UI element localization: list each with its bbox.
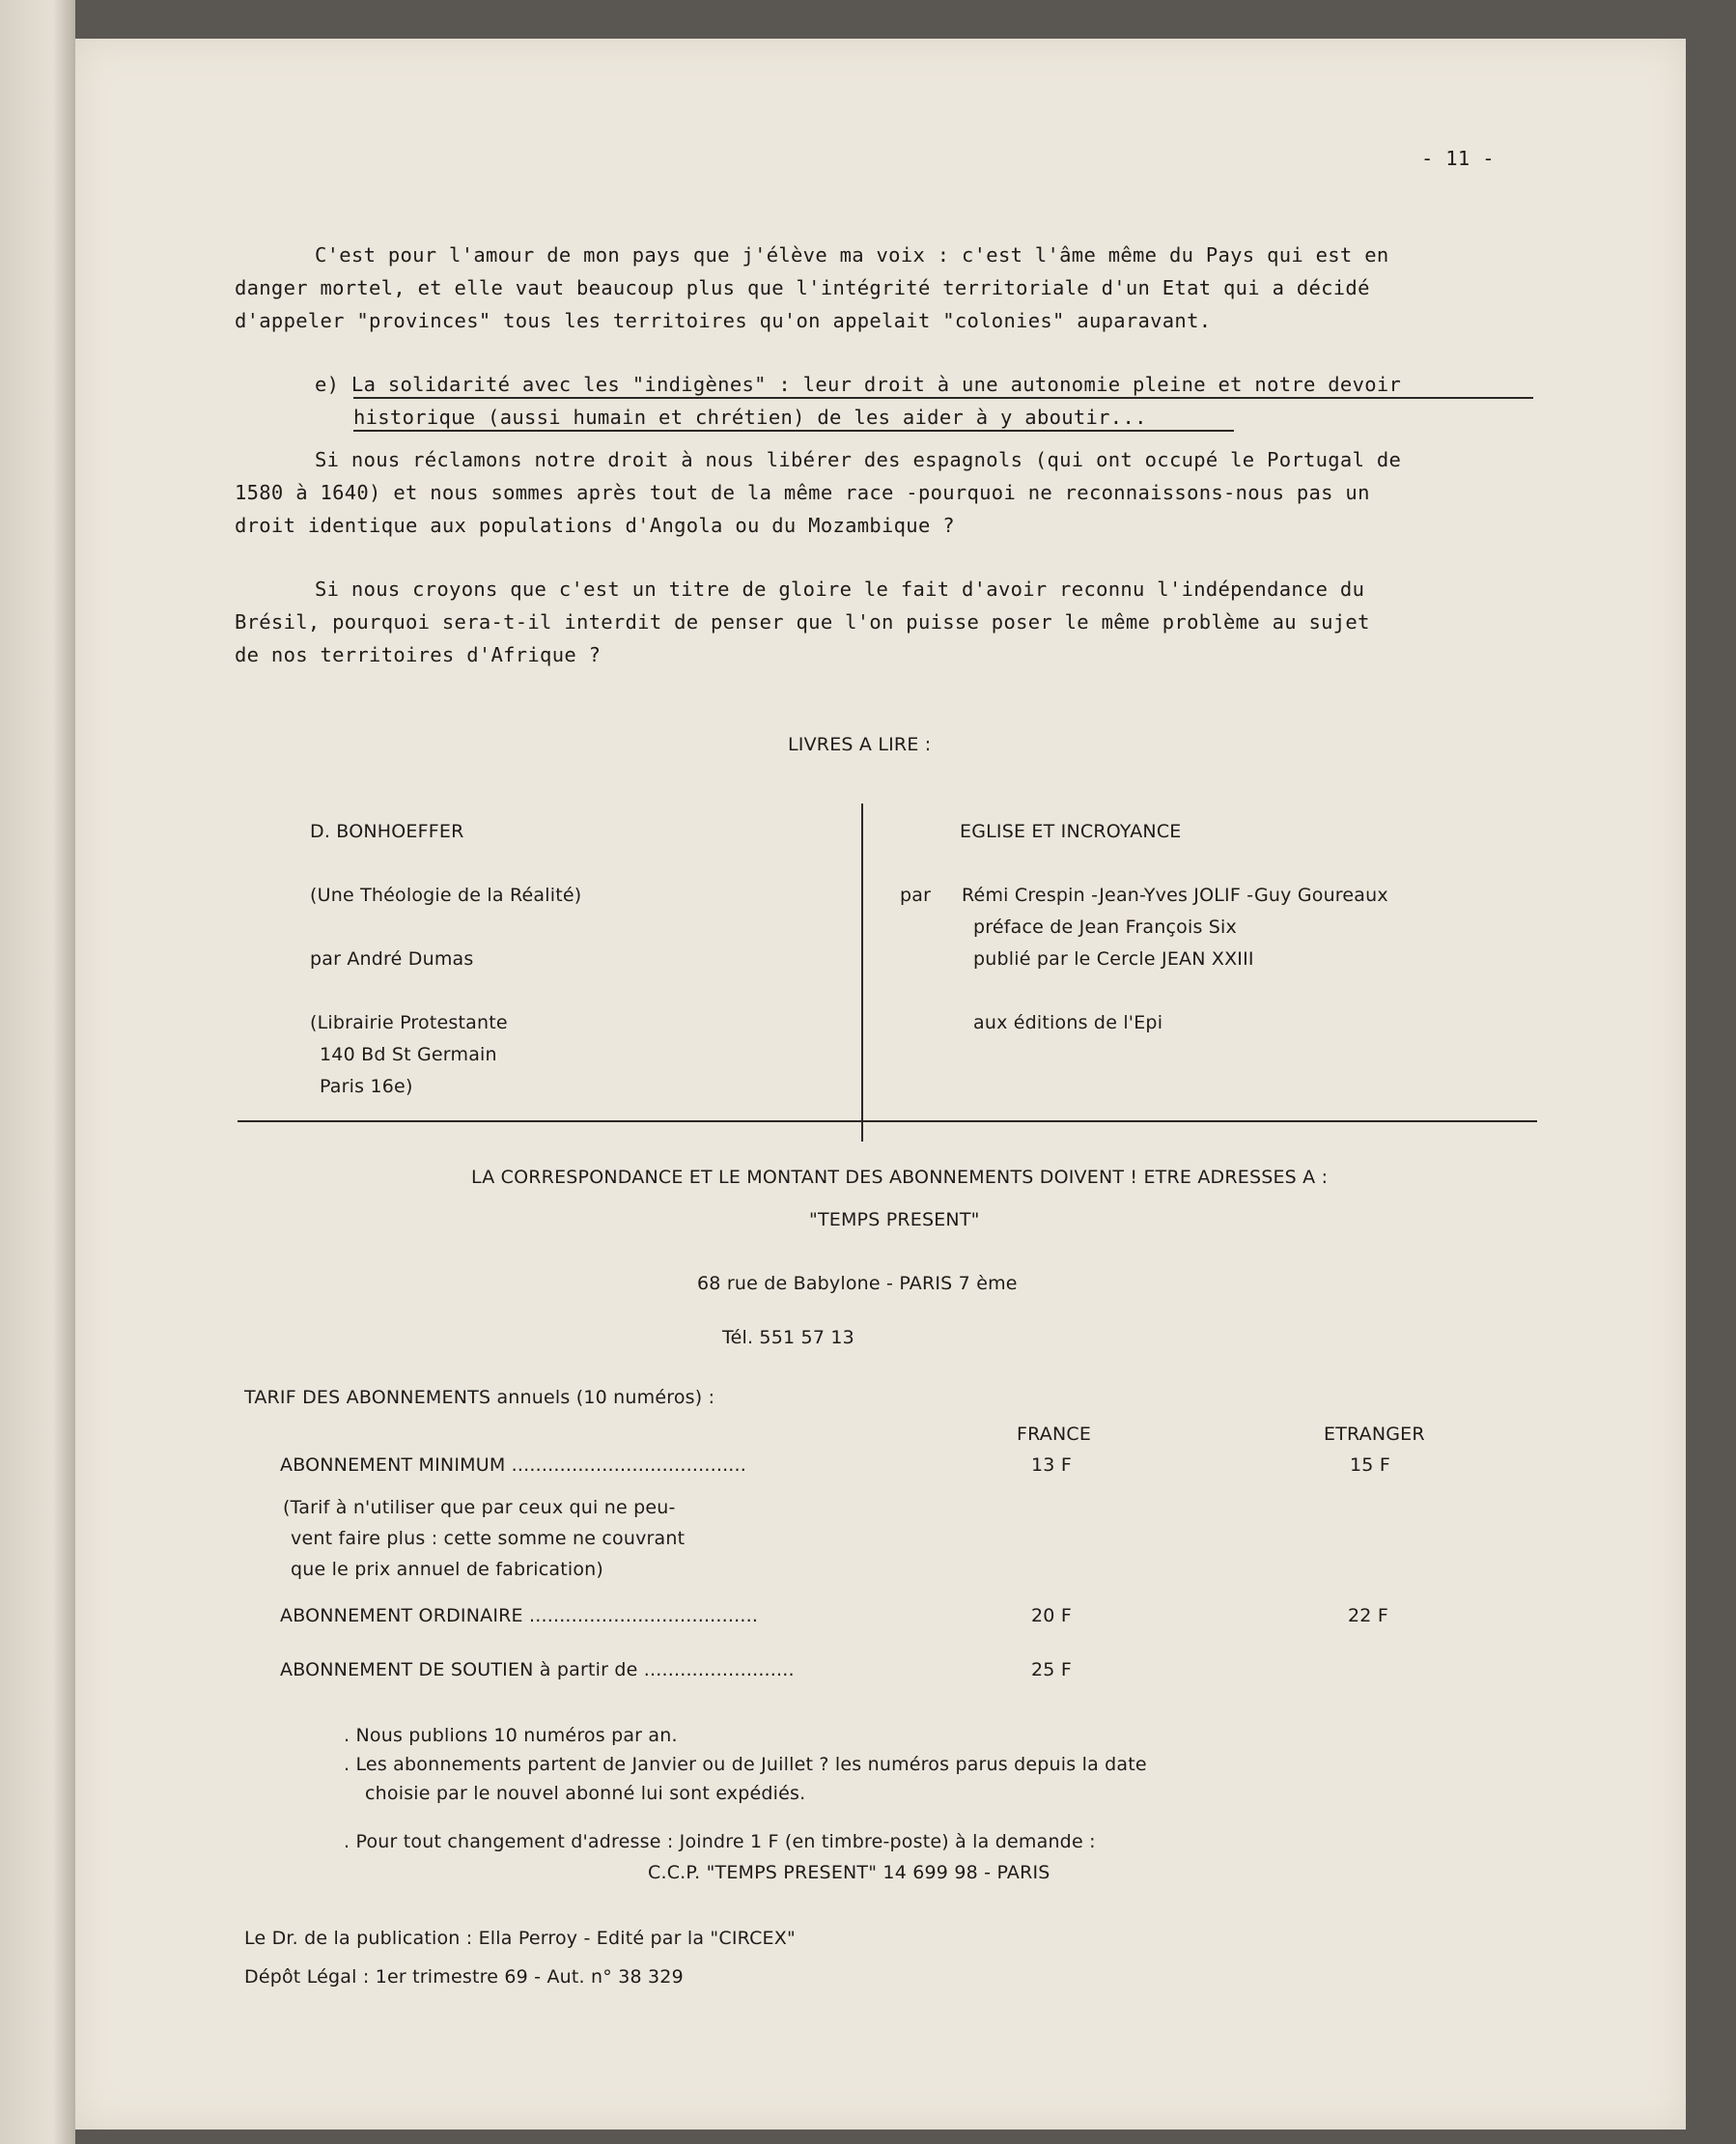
tarif-note-line-2: vent faire plus : cette somme ne couvrant [291, 1528, 686, 1549]
book-left-title: (Une Théologie de la Réalité) [310, 885, 582, 906]
correspondence-name: "TEMPS PRESENT" [809, 1209, 980, 1230]
tarif-col-etranger: ETRANGER [1324, 1424, 1425, 1445]
paragraph-1-line-3: d'appeler "provinces" tous les territoires qu'on appelait "colonies" auparavant. [235, 309, 1212, 332]
books-divider [861, 804, 863, 1142]
paragraph-3-line-2: Brésil, pourquoi sera-t-il interdit de penser que l'on puisse poser le même problème au sujet [235, 610, 1370, 634]
bullet-address-change: . Pour tout changement d'adresse : Joindre 1 F (en timbre-poste) à la demande : [344, 1831, 1096, 1852]
tarif-note-line-1: (Tarif à n'utiliser que par ceux qui ne peu- [283, 1497, 676, 1518]
book-left-by: par André Dumas [310, 948, 474, 970]
tarif-note-line-3: que le prix annuel de fabrication) [291, 1559, 604, 1580]
bullet-subscriptions: . Les abonnements partent de Janvier ou de Juillet ? les numéros parus depuis la date [344, 1754, 1147, 1775]
footer-depot: Dépôt Légal : 1er trimestre 69 - Aut. n° 38 329 [244, 1966, 684, 1988]
heading-underline-2 [353, 430, 1234, 432]
page-number: - 11 - [1421, 147, 1495, 170]
paragraph-2-line-1: Si nous réclamons notre droit à nous libérer des espagnols (qui ont occupé le Portugal de [315, 448, 1402, 471]
book-right-title: EGLISE ET INCROYANCE [960, 821, 1182, 842]
tarif-row-ordinaire-france: 20 F [1031, 1605, 1072, 1626]
tarif-col-france: FRANCE [1017, 1424, 1092, 1445]
paragraph-3-line-3: de nos territoires d'Afrique ? [235, 643, 602, 666]
book-right-authors: Rémi Crespin -Jean-Yves JOLIF -Guy Goureaux [962, 885, 1388, 906]
correspondence-phone: Tél. 551 57 13 [722, 1327, 854, 1348]
tarif-row-minimum-label: ABONNEMENT MINIMUM ....................................... [280, 1454, 747, 1476]
paragraph-1-line-1: C'est pour l'amour de mon pays que j'élève ma voix : c'est l'âme même du Pays qui est en [315, 243, 1389, 267]
tarif-row-ordinaire-etranger: 22 F [1348, 1605, 1388, 1626]
book-right-editions: aux éditions de l'Epi [973, 1012, 1163, 1033]
bullet-issues: . Nous publions 10 numéros par an. [344, 1725, 678, 1746]
book-left-publisher-3: Paris 16e) [320, 1076, 413, 1097]
tarif-row-minimum-etranger: 15 F [1350, 1454, 1390, 1476]
section-e-heading-line-2: historique (aussi humain et chrétien) de les aider à y aboutir... [353, 406, 1147, 429]
paragraph-2-line-3: droit identique aux populations d'Angola ou du Mozambique ? [235, 514, 955, 537]
book-right-preface: préface de Jean François Six [973, 917, 1237, 938]
tarif-row-soutien-france: 25 F [1031, 1659, 1072, 1680]
tarif-heading: TARIF DES ABONNEMENTS annuels (10 numéros) : [244, 1387, 715, 1408]
document-page [75, 39, 1686, 2130]
tarif-row-minimum-france: 13 F [1031, 1454, 1072, 1476]
book-left-publisher-2: 140 Bd St Germain [320, 1044, 497, 1065]
section-e-heading-line-1: e) La solidarité avec les "indigènes" : leur droit à une autonomie pleine et notre devoir [315, 373, 1402, 396]
books-heading: LIVRES A LIRE : [788, 734, 932, 755]
paragraph-1-line-2: danger mortel, et elle vaut beaucoup plus que l'intégrité territoriale d'un Etat qui a décidé [235, 276, 1370, 299]
section-separator [238, 1120, 1537, 1122]
heading-underline-1 [353, 397, 1533, 399]
previous-page-edge [0, 0, 75, 2144]
tarif-row-ordinaire-label: ABONNEMENT ORDINAIRE ...................................... [280, 1605, 759, 1626]
correspondence-line: LA CORRESPONDANCE ET LE MONTANT DES ABONNEMENTS DOIVENT ! ETRE ADRESSES A : [471, 1167, 1329, 1188]
book-left-publisher-1: (Librairie Protestante [310, 1012, 508, 1033]
footer-director: Le Dr. de la publication : Ella Perroy - Edité par la "CIRCEX" [244, 1928, 796, 1949]
paragraph-2-line-2: 1580 à 1640) et nous sommes après tout de la même race -pourquoi ne reconnaissons-nous pas un [235, 481, 1370, 504]
bullet-ccp: C.C.P. "TEMPS PRESENT" 14 699 98 - PARIS [648, 1862, 1050, 1883]
book-right-par: par [900, 885, 932, 906]
book-right-published: publié par le Cercle JEAN XXIII [973, 948, 1254, 970]
correspondence-address: 68 rue de Babylone - PARIS 7 ème [697, 1273, 1018, 1294]
bullet-subscriptions-cont: choisie par le nouvel abonné lui sont expédiés. [365, 1783, 806, 1804]
tarif-row-soutien-label: ABONNEMENT DE SOUTIEN à partir de ......................... [280, 1659, 795, 1680]
book-left-author: D. BONHOEFFER [310, 821, 464, 842]
paragraph-3-line-1: Si nous croyons que c'est un titre de gloire le fait d'avoir reconnu l'indépendance du [315, 578, 1365, 601]
